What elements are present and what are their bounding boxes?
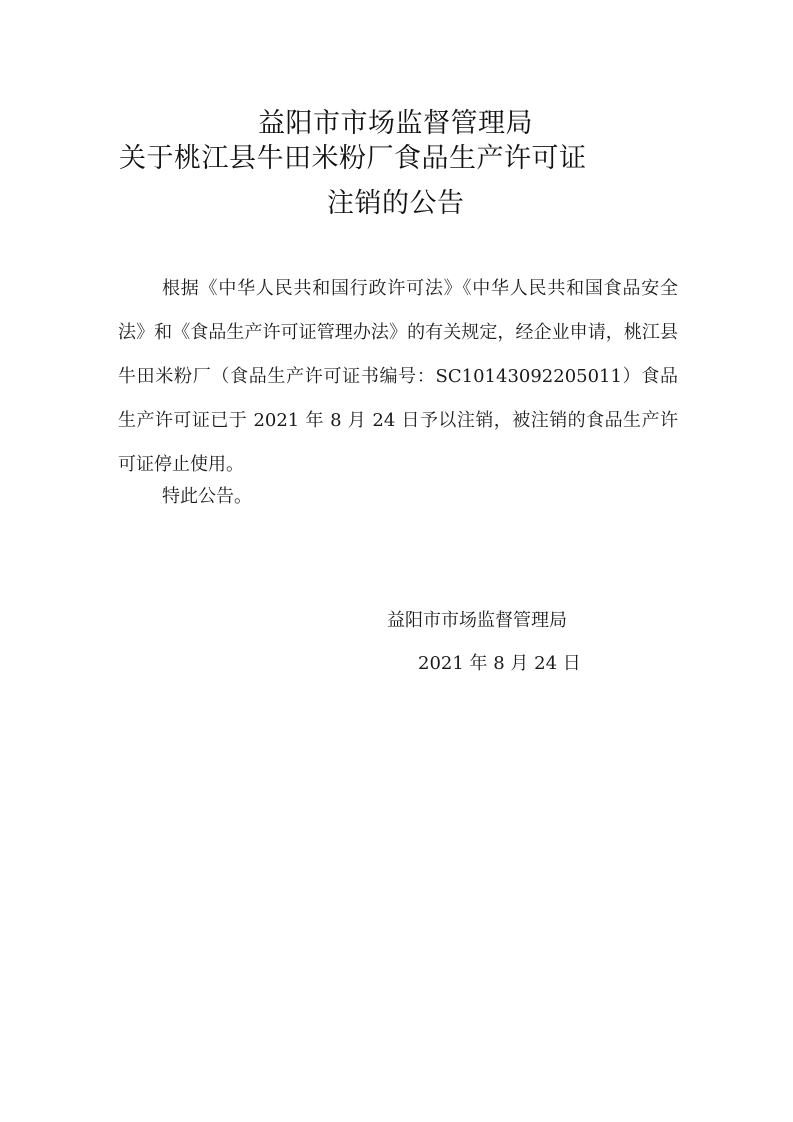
notice-closing-paragraph: 特此公告。	[162, 486, 252, 507]
notice-title-line-2: 关于桃江县牛田米粉厂食品生产许可证	[119, 143, 587, 174]
notice-body-paragraph: 根据《中华人民共和国行政许可法》《中华人民共和国食品安全法》和《食品生产许可证管理办法》的有关规定，经企业申请，桃江县牛田米粉厂（食品生产许可证书编号：SC10143092205011）食品生产许可证已于 2021 年 8 月 24 日予以注销，被注销的食品生产许可证停止使用。	[118, 278, 678, 475]
signature-date: 2021 年 8 月 24 日	[418, 653, 581, 674]
notice-title-line-3: 注销的公告	[327, 188, 465, 219]
signature-organization: 益阳市市场监督管理局	[387, 610, 567, 631]
notice-title-line-1: 益阳市市场监督管理局	[258, 108, 533, 139]
